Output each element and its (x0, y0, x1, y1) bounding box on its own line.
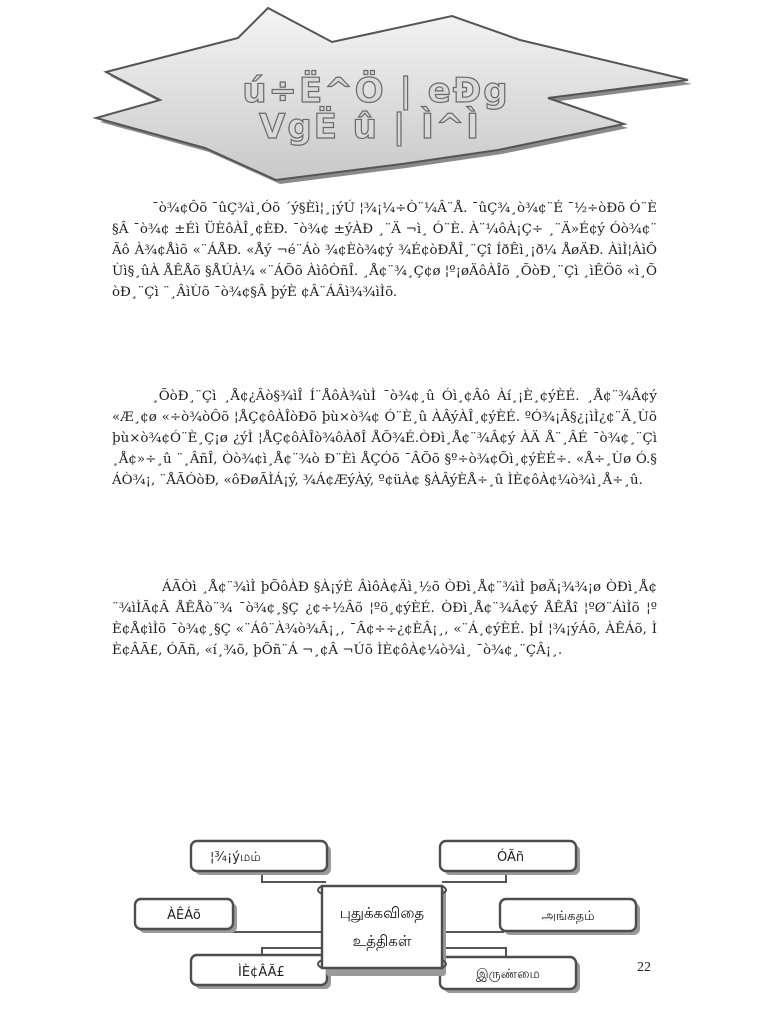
box-mid-left (135, 899, 237, 933)
box-top-right-label: ÓÃñ (497, 850, 525, 865)
box-bottom-left (191, 955, 331, 989)
header-title-line-1: ú÷Ë^Ö | eÐg (242, 71, 510, 111)
box-bottom-right (440, 957, 580, 993)
box-bottom-right-label: இருண்மை (476, 967, 540, 982)
box-mid-left-label: ÀÊÁõ (167, 908, 201, 923)
header-burst (0, 0, 768, 200)
center-scroll (318, 886, 446, 976)
box-top-left-label: ¦¾¡ýமம் (210, 850, 261, 865)
techniques-diagram (0, 820, 768, 1024)
page-number: 22 (637, 960, 651, 975)
box-top-right (440, 841, 580, 875)
center-title-line-2: உத்திகள் (352, 932, 412, 950)
header-title-line-2: VgË û | Ì^Ì (259, 107, 481, 147)
paragraph-1: ¯ò¾¢Ôõ ¯ûÇ¾ì¸Óõ ´ý§Èì¦¸¡ýÚ ¦¾¡¼÷Ò¨¼Â¨Å. ¯ûÇ¾¸ò¾¢¨É ¯½÷òÐõ Ó¨È§Â ¯ò¾¢ ±Éì ÜÈôÀÎ¸¢ÈÐ. ¯ò¾¢ ±ýÀÐ ¸¨Ä ¬ì¸ Ó¨È. À¨¼ôÀ¡Ç÷ ¸¨Ä»É¢ý Óò¾¢¨Ãô À¾¢Åìõ «¨ÁÅÐ. «Åý ¬é¨Áò ¾¢Èò¾¢ý ¾É¢òÐÅÎ¸¨Çî ÍðÊì¸¡ð¼ ÅøÄÐ. ÀìÌ¦ÀìÔÙì§¸ûÀ ÅÊÅõ §ÅÚÀ¼ «¨ÁÕõ ÀìôÒñÎ. ¸Å¢¨¾¸Ç¢ø ¦º¡øÄôÀÎõ ¸ÕòÐ¸¨Çì ¸ìÊÖõ «ì¸ÕòÐ¸¨Çì ¨¸ÂìÙõ ¯ò¾¢§Â þýÈ ¢Â¨ÁÂì¾¾ìÌõ. (112, 201, 657, 300)
paragraph-2: ¸ÕòÐ¸¨Çì ¸Å¢¿Âò§¾ìÎ Í¨ÅôÀ¾ùÌ ¯ò¾¢¸û Óì¸¢Âô Àí¸¡È¸¢ýÈÉ. ¸Å¢¨¾Â¢ý «Æ¸¢ø «÷ò¾òÔõ ¦ÅÇ¢ôÀÎòÐõ þù×ò¾¢ Ó¨È¸û ÀÂýÀÎ¸¢ýÈÉ. ºÓ¾¡Â§¿¡ìÌ¿¢¨Ä¸Ùõ þù×ò¾¢Ó¨È¸Ç¡ø ¿ýÌ ¦ÅÇ¢ôÀÎò¾ôÀðÎ ÅÕ¾É.ÒÐì¸Å¢¨¾Â¢ý ÀÄ Å¨¸ÂÉ ¯ò¾¢¸¨Çì ¸Å¢»÷¸û ¨¸ÂñÎ, Òò¾¢ì¸Å¢¨¾ò Ð¨Èì ÅÇÓõ ¯ÂÕõ §º÷ò¾¢Õì¸¢ýÈÉ÷. «Å÷¸Ùø Ó.§ÁÒ¾¡, ¨ÅÃÓòÐ, «ôÐøÃÌÁ¡ý, ¾Á¢ÆýÀý, º¢üÀ¢ §ÀÂýÈÅ÷¸û ÌÈ¢ôÀ¢¼ò¾ì¸Å÷¸û. (112, 389, 657, 488)
center-title-line-1: புதுக்கவிதை (339, 904, 425, 922)
box-bottom-left-label: ÌÈ¢ÂÃ£ (238, 965, 285, 980)
paragraph-3: ÁÃÒì ¸Å¢¨¾ìÌ þÕôÀÐ §À¡ýÈ ÂìôÀ¢Äì¸½õ ÒÐì¸Å¢¨¾ìÌ þøÄ¡¾¾¡ø ÒÐì¸Å¢¨¾ìÌÃ¢Â ÅÊÅò¨¾ ¯ò¾¢¸§Ç ¿¢÷½Âõ ¦ºö¸¢ýÈÉ. ÒÐì¸Å¢¨¾Â¢ý ÅÊÅî ¦ºØ¨ÁìÌõ ¦ºÈ¢Å¢ìÌõ ¯ò¾¢¸§Ç «¨Áô¨À¾ò¾Â¡¸, ¯Â¢÷÷¿¢ÈÂ¡¸, «¨Á¸¢ýÈÉ. þÍ ¦¾¡ýÁõ, ÀÊÁõ, ÌÈ¢ÂÃ£, ÓÃñ, «í¸¾õ, þÕñ¨Á ¬¸¢Â ¬Úõ ÌÈ¢ôÀ¢¼ò¾ì¸ ¯ò¾¢¸¨ÇÂ¡¸. (112, 580, 657, 658)
box-mid-right-label: அங்கதம் (541, 909, 595, 924)
box-mid-right (500, 899, 640, 935)
box-top-left (191, 841, 331, 875)
